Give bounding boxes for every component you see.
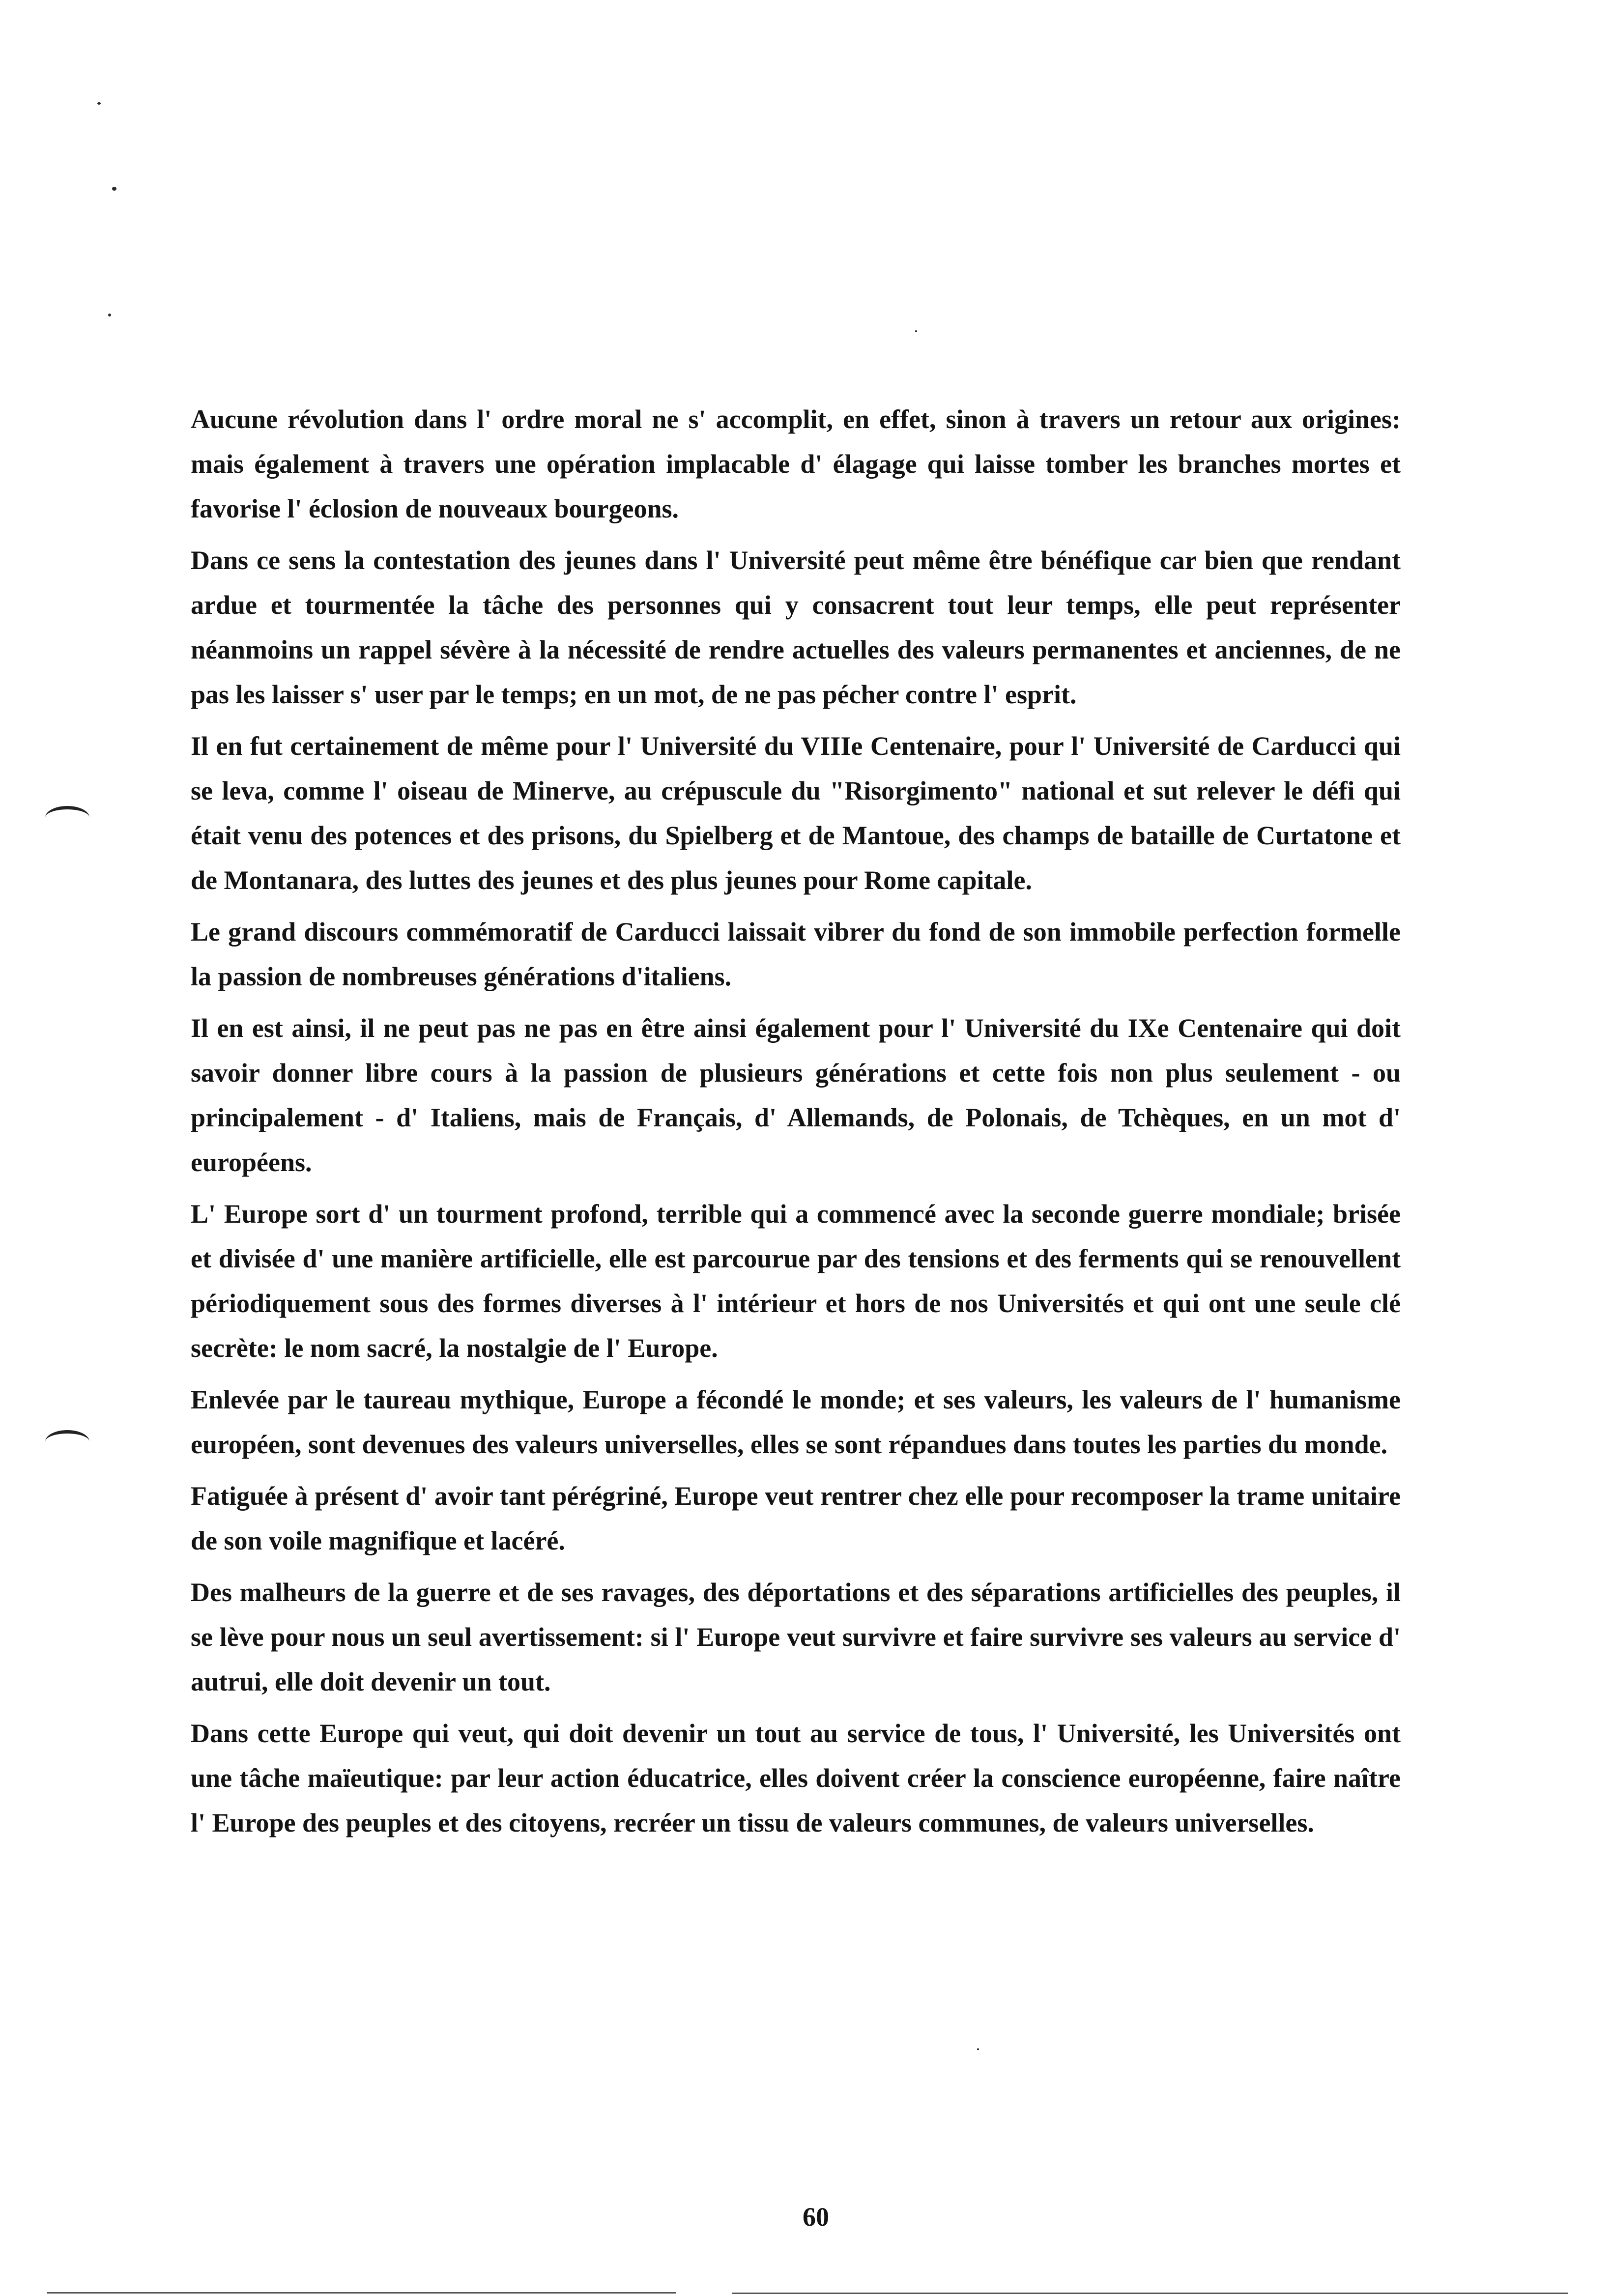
margin-speck	[97, 102, 101, 105]
page-number: 60	[803, 2202, 829, 2232]
paragraph: Enlevée par le taureau mythique, Europe a fécondé le monde; et ses valeurs, les valeurs de l' humanisme européen, sont devenues des valeurs universelles, elles se sont répandues dans toutes les parties du monde.	[191, 1385, 1401, 1459]
paragraph: Il en est ainsi, il ne peut pas ne pas en être ainsi également pour l' Université du IXe Centenaire qui doit savoir donner libre cours à la passion de plusieurs générations et cette fois non plus seulement - ou principalement - d' Italiens, mais de Français, d' Allemands, de Polonais, de Tchèques, en un mot d' européens.	[191, 1013, 1401, 1177]
margin-speck	[108, 314, 111, 316]
paragraph: Dans ce sens la contestation des jeunes dans l' Université peut même être bénéfique car bien que rendant ardue et tourmentée la tâche des personnes qui y consacrent tout leur temps, elle peut représenter néanmoins un rappel sévère à la nécessité de rendre actuelles des valeurs permanentes et anciennes, de ne pas les laisser s' user par le temps; en un mot, de ne pas pécher contre l' esprit.	[191, 545, 1401, 709]
paragraph: L' Europe sort d' un tourment profond, terrible qui a commencé avec la seconde guerre mondiale; brisée et divisée d' une manière artificielle, elle est parcourue par des tensions et des ferments qui se renouvellent périodiquement sous des formes diverses à l' intérieur et hors de nos Universités et qui ont une seule clé secrète: le nom sacré, la nostalgie de l' Europe.	[191, 1199, 1401, 1363]
paragraph: Dans cette Europe qui veut, qui doit devenir un tout au service de tous, l' Université, les Universités ont une tâche maïeutique: par leur action éducatrice, elles doivent créer la conscience européenne, faire naître l' Europe des peuples et des citoyens, recréer un tissu de valeurs communes, de valeurs universelles.	[191, 1719, 1401, 1837]
paragraph: Fatiguée à présent d' avoir tant pérégriné, Europe veut rentrer chez elle pour recomposer la trame unitaire de son voile magnifique et lacéré.	[191, 1481, 1401, 1555]
paragraph: Aucune révolution dans l' ordre moral ne s' accomplit, en effet, sinon à travers un retour aux origines: mais également à travers une opération implacable d' élagage qui laisse tomber les branches mortes et favorise l' éclosion de nouveaux bourgeons.	[191, 404, 1401, 523]
margin-speck	[977, 2048, 979, 2050]
margin-speck	[915, 330, 917, 332]
paragraph: Il en fut certainement de même pour l' Université du VIIIe Centenaire, pour l' Université de Carducci qui se leva, comme l' oiseau de Minerve, au crépuscule du "Risorgimento" national et sut relever le défi qui était venu des potences et des prisons, du Spielberg et de Mantoue, des champs de bataille de Curtatone et de Montanara, des luttes des jeunes et des plus jeunes pour Rome capitale.	[191, 731, 1401, 895]
paragraph: Le grand discours commémoratif de Carducci laissait vibrer du fond de son immobile perfection formelle la passion de nombreuses générations d'italiens.	[191, 917, 1401, 991]
scan-edge-line	[47, 2292, 676, 2294]
margin-mark	[45, 806, 89, 829]
paragraph: Des malheurs de la guerre et de ses ravages, des déportations et des séparations artificielles des peuples, il se lève pour nous un seul avertissement: si l' Europe veut survivre et faire survivre ses valeurs au service d' autrui, elle doit devenir un tout.	[191, 1578, 1401, 1696]
margin-mark	[45, 1430, 89, 1453]
scan-edge-line	[732, 2293, 1568, 2294]
body-text	[191, 397, 1401, 1852]
margin-speck	[112, 187, 116, 191]
